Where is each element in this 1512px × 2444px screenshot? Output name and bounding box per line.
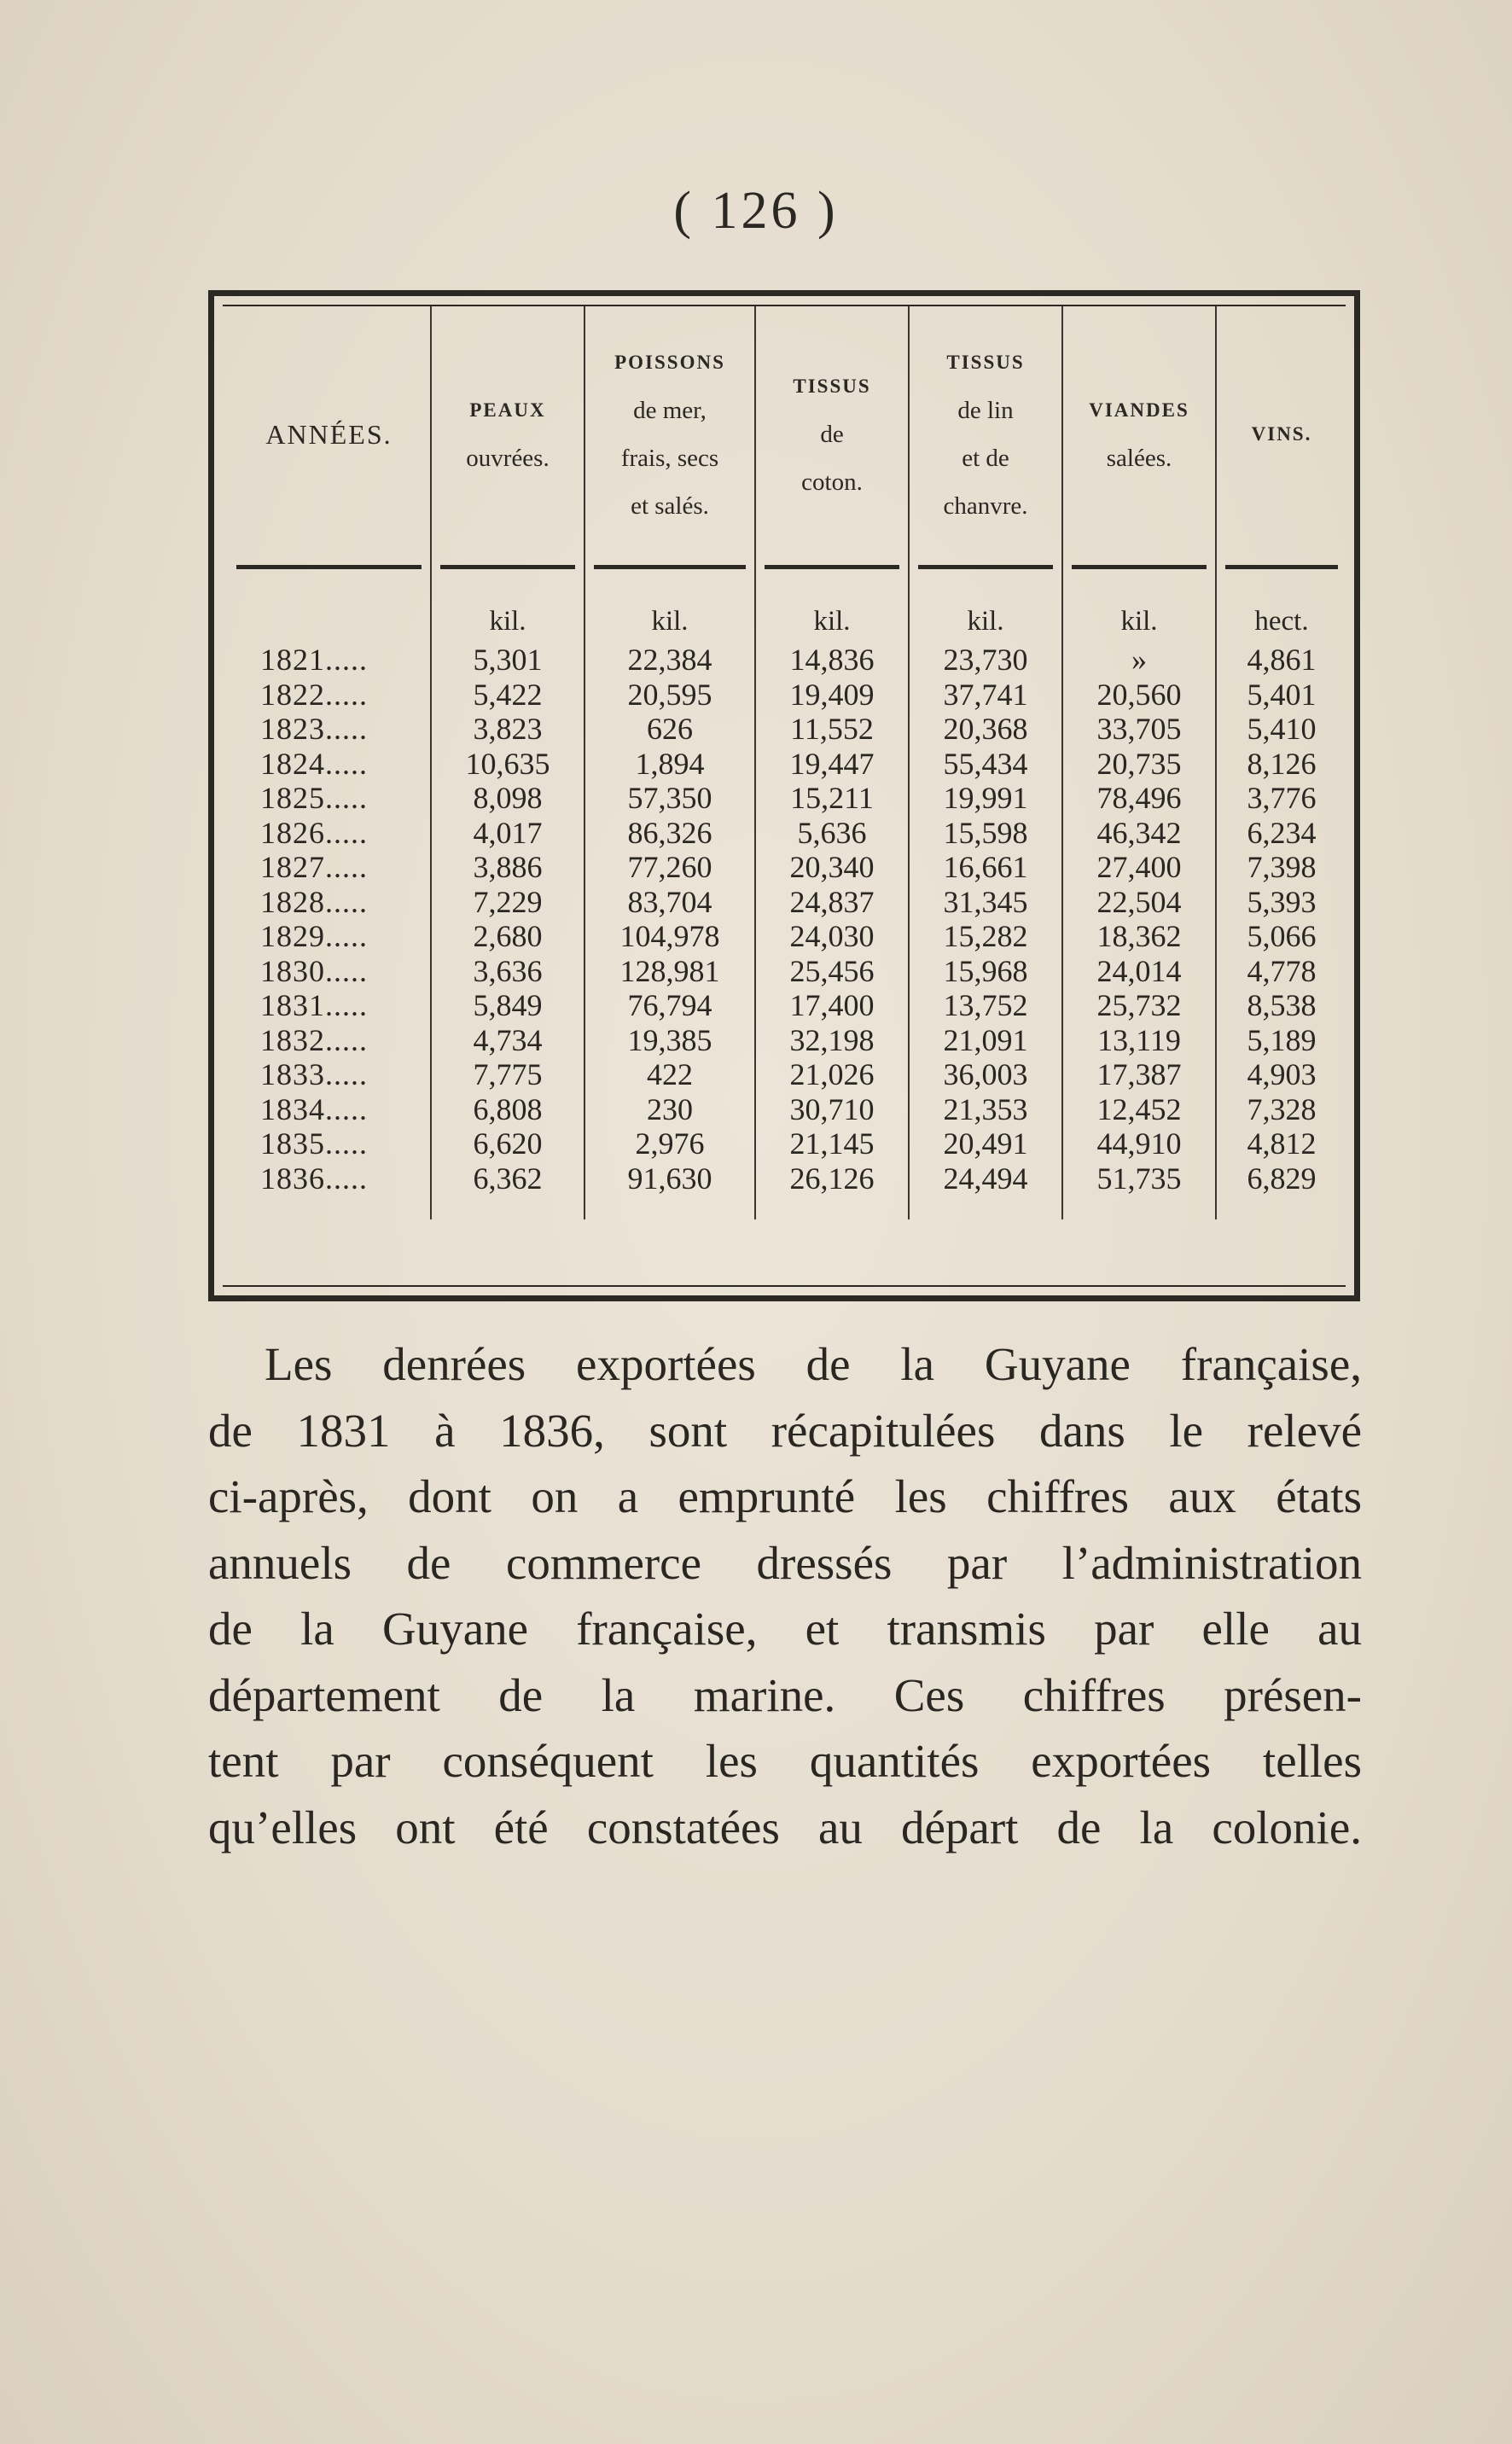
cell-vins: 6,829: [1216, 1161, 1346, 1196]
cell-viandes: 44,910: [1062, 1126, 1216, 1161]
cell-tissus-lin: 37,741: [909, 678, 1062, 713]
cell-tissus-coton: 30,710: [755, 1092, 909, 1127]
table-row: [228, 954, 1346, 989]
cell-peaux: 8,098: [431, 781, 584, 816]
cell-peaux: 2,680: [431, 919, 584, 954]
cell-tissus-lin: 23,730: [909, 643, 1062, 678]
cell-tissus-coton: 15,211: [755, 781, 909, 816]
cell-peaux: 7,229: [431, 885, 584, 920]
cell-poissons: 86,326: [584, 816, 755, 851]
paragraph-line: de 1831 à 1836, sont récapitulées dans le relevé: [208, 1404, 1362, 1457]
header-vins-line: VINS.: [1251, 423, 1312, 445]
cell-poissons: 83,704: [584, 885, 755, 920]
cell-tissus-lin: 15,282: [909, 919, 1062, 954]
export-table-frame: [208, 290, 1360, 1301]
cell-tissus-coton: 14,836: [755, 643, 909, 678]
cell-annees: 1822.....: [260, 677, 368, 712]
header-annees: [228, 306, 431, 562]
export-table-inner: [223, 305, 1346, 1287]
header-peaux: [431, 306, 584, 562]
export-table: [228, 306, 1346, 1219]
cell-tissus-coton: 26,126: [755, 1161, 909, 1196]
cell-peaux: 4,017: [431, 816, 584, 851]
header-poissons-line: POISSONS: [614, 352, 725, 373]
header-tissus-coton: [755, 306, 909, 562]
paragraph-line: de la Guyane française, et transmis par elle au: [208, 1603, 1362, 1655]
cell-poissons: 2,976: [584, 1126, 755, 1161]
cell-tissus-coton: 19,409: [755, 678, 909, 713]
cell-poissons: 91,630: [584, 1161, 755, 1196]
cell-vins: 5,410: [1216, 712, 1346, 747]
cell-poissons: 76,794: [584, 988, 755, 1023]
cell-tissus-lin: 55,434: [909, 747, 1062, 782]
cell-viandes: 33,705: [1062, 712, 1216, 747]
unit-annees: [228, 571, 431, 643]
cell-tissus-coton: 32,198: [755, 1023, 909, 1058]
cell-tissus-lin: 13,752: [909, 988, 1062, 1023]
cell-poissons: 22,384: [584, 643, 755, 678]
table-row: [228, 643, 1346, 678]
header-annees-line: ANNÉES.: [265, 419, 393, 450]
unit-peaux: kil.: [431, 571, 584, 643]
table-row: [228, 747, 1346, 782]
cell-tissus-lin: 20,491: [909, 1126, 1062, 1161]
cell-tissus-coton: 20,340: [755, 850, 909, 885]
cell-viandes: »: [1062, 643, 1216, 678]
table-row: [228, 678, 1346, 713]
cell-peaux: 6,620: [431, 1126, 584, 1161]
cell-peaux: 5,301: [431, 643, 584, 678]
header-tissus-coton-line: coton.: [801, 468, 863, 496]
cell-viandes: 51,735: [1062, 1161, 1216, 1196]
table-row: [228, 885, 1346, 920]
unit-tissus-lin: kil.: [909, 571, 1062, 643]
table-row: [228, 988, 1346, 1023]
cell-poissons: 230: [584, 1092, 755, 1127]
cell-annees: 1827.....: [260, 850, 368, 885]
header-peaux-line: ouvrées.: [466, 445, 550, 472]
unit-tissus-coton: kil.: [755, 571, 909, 643]
cell-viandes: 46,342: [1062, 816, 1216, 851]
cell-annees: 1824.....: [260, 746, 368, 781]
cell-poissons: 57,350: [584, 781, 755, 816]
cell-peaux: 3,823: [431, 712, 584, 747]
cell-tissus-lin: 15,968: [909, 954, 1062, 989]
cell-annees: 1829.....: [260, 919, 368, 954]
cell-poissons: 626: [584, 712, 755, 747]
header-viandes: [1062, 306, 1216, 562]
cell-tissus-lin: 16,661: [909, 850, 1062, 885]
cell-annees: 1833.....: [260, 1057, 368, 1092]
cell-tissus-coton: 17,400: [755, 988, 909, 1023]
header-tissus-lin-line: et de: [962, 445, 1009, 472]
paragraph-line: Les denrées exportées de la Guyane française,: [265, 1338, 1362, 1390]
cell-vins: 5,189: [1216, 1023, 1346, 1058]
cell-annees: 1836.....: [260, 1161, 368, 1196]
cell-vins: 5,393: [1216, 885, 1346, 920]
cell-tissus-coton: 21,145: [755, 1126, 909, 1161]
cell-vins: 7,328: [1216, 1092, 1346, 1127]
header-rule-row: [228, 562, 1346, 571]
cell-viandes: 17,387: [1062, 1057, 1216, 1092]
cell-tissus-coton: 5,636: [755, 816, 909, 851]
cell-annees: 1834.....: [260, 1091, 368, 1126]
table-row: [228, 1023, 1346, 1058]
cell-vins: 5,401: [1216, 678, 1346, 713]
cell-tissus-lin: 21,353: [909, 1092, 1062, 1127]
table-row: [228, 712, 1346, 747]
paragraph-line: qu’elles ont été constatées au départ de la colonie.: [208, 1801, 1362, 1853]
header-poissons: [584, 306, 755, 562]
cell-annees: 1825.....: [260, 781, 368, 816]
header-poissons-line: de mer,: [633, 397, 707, 424]
cell-annees: 1832.....: [260, 1022, 368, 1057]
cell-annees: 1826.....: [260, 815, 368, 850]
table-row: [228, 919, 1346, 954]
header-peaux-line: PEAUX: [469, 399, 546, 421]
cell-poissons: 104,978: [584, 919, 755, 954]
header-poissons-line: frais, secs: [620, 445, 719, 472]
cell-peaux: 10,635: [431, 747, 584, 782]
table-header-row: [228, 306, 1346, 562]
cell-peaux: 3,636: [431, 954, 584, 989]
cell-annees: 1828.....: [260, 884, 368, 919]
cell-vins: 8,538: [1216, 988, 1346, 1023]
cell-poissons: 422: [584, 1057, 755, 1092]
cell-annees: 1831.....: [260, 988, 368, 1023]
cell-tissus-coton: 24,030: [755, 919, 909, 954]
cell-tissus-coton: 19,447: [755, 747, 909, 782]
cell-viandes: 20,560: [1062, 678, 1216, 713]
cell-annees: 1830.....: [260, 953, 368, 988]
table-body: [228, 562, 1346, 1219]
cell-annees: 1821.....: [260, 643, 368, 678]
cell-tissus-coton: 25,456: [755, 954, 909, 989]
cell-peaux: 5,849: [431, 988, 584, 1023]
unit-vins: hect.: [1216, 571, 1346, 643]
cell-poissons: 19,385: [584, 1023, 755, 1058]
cell-vins: 5,066: [1216, 919, 1346, 954]
cell-poissons: 20,595: [584, 678, 755, 713]
cell-viandes: 13,119: [1062, 1023, 1216, 1058]
cell-viandes: 78,496: [1062, 781, 1216, 816]
page-number: ( 126 ): [673, 182, 839, 240]
cell-viandes: 20,735: [1062, 747, 1216, 782]
cell-poissons: 1,894: [584, 747, 755, 782]
header-tissus-lin-line: de lin: [957, 397, 1014, 424]
cell-vins: 4,861: [1216, 643, 1346, 678]
unit-viandes: kil.: [1062, 571, 1216, 643]
cell-viandes: 22,504: [1062, 885, 1216, 920]
cell-tissus-coton: 24,837: [755, 885, 909, 920]
table-row: [228, 850, 1346, 885]
header-tissus-lin-line: TISSUS: [946, 352, 1025, 373]
cell-vins: 4,812: [1216, 1126, 1346, 1161]
unit-poissons: kil.: [584, 571, 755, 643]
table-row: [228, 781, 1346, 816]
cell-tissus-lin: 24,494: [909, 1161, 1062, 1196]
cell-tissus-coton: 11,552: [755, 712, 909, 747]
header-tissus-coton-line: TISSUS: [793, 375, 871, 397]
cell-peaux: 5,422: [431, 678, 584, 713]
header-tissus-lin-line: chanvre.: [943, 492, 1028, 520]
cell-vins: 4,778: [1216, 954, 1346, 989]
body-paragraph: [208, 1331, 1362, 1860]
cell-viandes: 18,362: [1062, 919, 1216, 954]
cell-tissus-lin: 31,345: [909, 885, 1062, 920]
cell-peaux: 4,734: [431, 1023, 584, 1058]
cell-poissons: 128,981: [584, 954, 755, 989]
cell-peaux: 3,886: [431, 850, 584, 885]
paragraph-line: annuels de commerce dressés par l’administration: [208, 1536, 1362, 1589]
table-row: [228, 816, 1346, 851]
cell-tissus-lin: 36,003: [909, 1057, 1062, 1092]
cell-peaux: 6,808: [431, 1092, 584, 1127]
cell-tissus-lin: 19,991: [909, 781, 1062, 816]
cell-peaux: 7,775: [431, 1057, 584, 1092]
header-tissus-coton-line: de: [820, 421, 844, 448]
cell-peaux: 6,362: [431, 1161, 584, 1196]
cell-tissus-lin: 20,368: [909, 712, 1062, 747]
header-vins: [1216, 306, 1346, 562]
table-row: [228, 1161, 1346, 1196]
table-row: [228, 1126, 1346, 1161]
header-poissons-line: et salés.: [631, 492, 709, 520]
paragraph-line: ci-après, dont on a emprunté les chiffres aux états: [208, 1470, 1362, 1522]
table-bottom-padding: [228, 1196, 1346, 1219]
cell-tissus-lin: 21,091: [909, 1023, 1062, 1058]
header-tissus-lin: [909, 306, 1062, 562]
header-viandes-line: VIANDES: [1089, 399, 1189, 421]
paragraph-line: département de la marine. Ces chiffres présen-: [208, 1668, 1362, 1721]
cell-tissus-coton: 21,026: [755, 1057, 909, 1092]
cell-vins: 6,234: [1216, 816, 1346, 851]
table-row: [228, 1092, 1346, 1127]
paragraph-line: tent par conséquent les quantités exportées telles: [208, 1735, 1362, 1787]
cell-viandes: 27,400: [1062, 850, 1216, 885]
table-row: [228, 1057, 1346, 1092]
units-row: [228, 571, 1346, 643]
cell-poissons: 77,260: [584, 850, 755, 885]
cell-vins: 7,398: [1216, 850, 1346, 885]
cell-viandes: 24,014: [1062, 954, 1216, 989]
cell-vins: 8,126: [1216, 747, 1346, 782]
cell-vins: 3,776: [1216, 781, 1346, 816]
header-viandes-line: salées.: [1106, 445, 1172, 472]
cell-tissus-lin: 15,598: [909, 816, 1062, 851]
cell-viandes: 12,452: [1062, 1092, 1216, 1127]
cell-annees: 1823.....: [260, 712, 368, 747]
cell-annees: 1835.....: [260, 1126, 368, 1161]
cell-vins: 4,903: [1216, 1057, 1346, 1092]
cell-viandes: 25,732: [1062, 988, 1216, 1023]
